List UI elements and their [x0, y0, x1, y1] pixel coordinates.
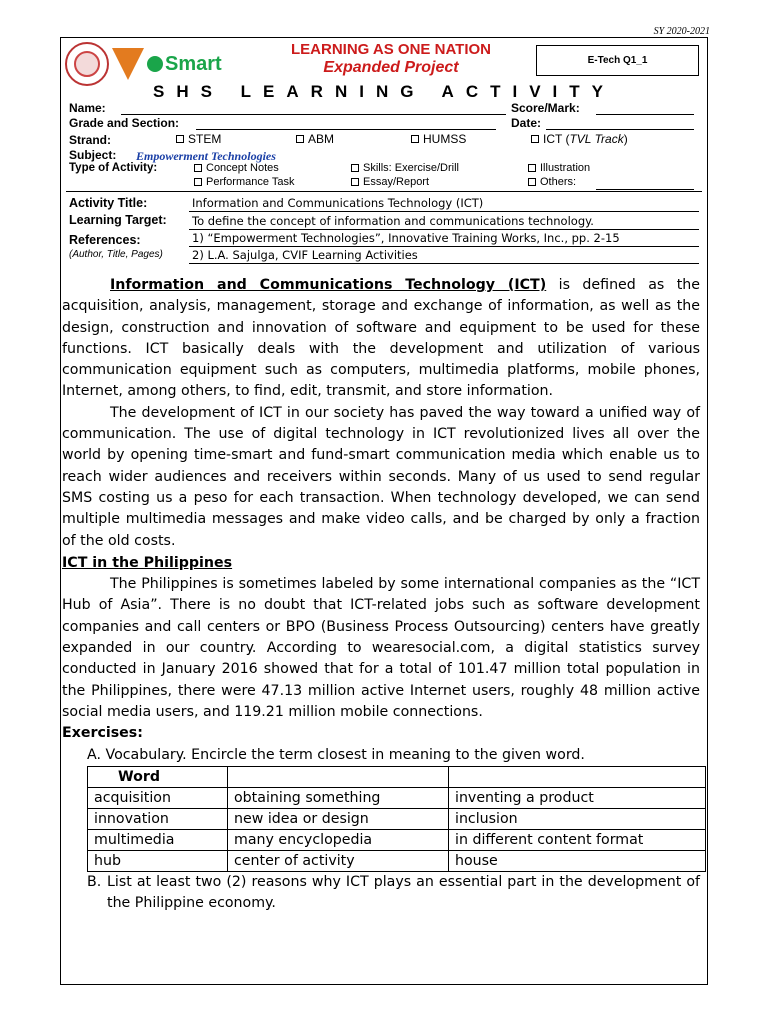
date-label: Date:	[511, 116, 542, 130]
table-cell-choice[interactable]: obtaining something	[228, 787, 449, 808]
references-label: References:	[69, 233, 141, 247]
program-subtitle: Expanded Project	[323, 59, 459, 76]
checkbox-icon	[194, 178, 202, 186]
score-label: Score/Mark:	[511, 101, 580, 115]
grade-section-label: Grade and Section:	[69, 116, 180, 130]
type-option-concept-notes[interactable]: Concept Notes	[194, 162, 279, 174]
learning-target-value: To define the concept of information and communications technology.	[192, 214, 594, 228]
table-row	[88, 808, 706, 829]
exercise-b	[62, 872, 700, 915]
reference-2: 2) L.A. Sajulga, CVIF Learning Activities	[192, 248, 418, 262]
module-code: E-Tech Q1_1	[536, 45, 699, 76]
ict-heading: Information and Communications Technology (ICT)	[110, 277, 547, 293]
strand-option-ict[interactable]: ICT (TVL Track)	[531, 132, 628, 146]
paragraph-ict-philippines: The Philippines is sometimes labeled by some international companies as the “ICT Hub of Asia”. There is no doubt that ICT-related jobs such as software development companies and call centers or BPO (Business Process Outsourcing) centers have greatly expanded in our country. According to wearesocial.com, a digital statistics survey conducted in January 2016 showed that for a total of 101.47 million total population in the Philippines, there were 47.13 million active Internet users, roughly 48 million active social media users, and 119.21 million mobile connections.	[62, 576, 700, 720]
smart-logo-text: Smart	[165, 52, 222, 75]
name-field[interactable]	[121, 114, 506, 115]
type-option-essay-report[interactable]: Essay/Report	[351, 176, 429, 188]
lesson-content	[62, 275, 700, 914]
reference-1-line	[189, 246, 699, 247]
type-option-others[interactable]: Others:	[528, 176, 576, 188]
checkbox-icon	[351, 164, 359, 172]
checkbox-icon	[531, 135, 539, 143]
type-option-skills[interactable]: Skills: Exercise/Drill	[351, 162, 459, 174]
checkbox-icon	[351, 178, 359, 186]
subject-label: Subject:	[69, 148, 117, 162]
strand-label: Strand:	[69, 133, 111, 147]
table-cell-choice[interactable]: inventing a product	[449, 787, 706, 808]
exercises-heading: Exercises:	[62, 725, 143, 742]
table-cell-choice[interactable]: center of activity	[228, 850, 449, 871]
name-label: Name:	[69, 101, 106, 115]
page-title: SHS LEARNING ACTIVITY	[153, 82, 615, 101]
learning-target-label: Learning Target:	[69, 213, 167, 227]
table-header-cell	[228, 766, 449, 787]
table-row	[88, 850, 706, 871]
checkbox-icon	[411, 135, 419, 143]
score-field[interactable]	[596, 114, 694, 115]
exercise-a-instructions: A. Vocabulary. Encircle the term closest in meaning to the given word.	[87, 746, 585, 763]
checkbox-icon	[296, 135, 304, 143]
exercise-b-marker: B.	[87, 873, 102, 890]
table-cell-choice[interactable]: many encyclopedia	[228, 829, 449, 850]
table-cell-choice[interactable]: house	[449, 850, 706, 871]
table-cell-word: innovation	[88, 808, 228, 829]
school-seal-logo	[65, 42, 109, 86]
table-cell-word: multimedia	[88, 829, 228, 850]
paragraph-ict-definition: Information and Communications Technology (ICT) is defined as the acquisition, analysis, management, storage and exchange of information, as well as the design, construction and innovation of software and equipment to be used for these functions. ICT basically deals with the development and utilization of various communication equipment such as computers, multimedia platforms, mobile phones, Internet, among others, to find, edit, transmit, and store information.	[62, 277, 700, 400]
vocabulary-table	[87, 766, 706, 872]
program-title: LEARNING AS ONE NATION	[290, 41, 491, 58]
table-cell-word: acquisition	[88, 787, 228, 808]
activity-type-label: Type of Activity:	[69, 162, 158, 174]
divider	[66, 191, 702, 192]
references-note: (Author, Title, Pages)	[69, 249, 163, 260]
checkbox-icon	[528, 178, 536, 186]
checkbox-icon	[176, 135, 184, 143]
smart-logo	[147, 53, 222, 76]
checkbox-icon	[528, 164, 536, 172]
table-row	[88, 829, 706, 850]
sheet-header	[61, 38, 707, 113]
section-heading: ICT in the Philippines	[62, 554, 233, 571]
activity-title-label: Activity Title:	[69, 196, 148, 210]
exercise-b-instructions: List at least two (2) reasons why ICT plays an essential part in the development of the Philippine economy.	[107, 873, 700, 912]
checkbox-icon	[194, 164, 202, 172]
learning-target-line	[189, 229, 699, 230]
table-cell-choice[interactable]: inclusion	[449, 808, 706, 829]
subject-value: Empowerment Technologies	[136, 149, 276, 163]
strand-option-stem[interactable]: STEM	[176, 132, 221, 146]
type-option-illustration[interactable]: Illustration	[528, 162, 590, 174]
activity-title-line	[189, 211, 699, 212]
date-field[interactable]	[546, 129, 694, 130]
deped-logo	[112, 48, 144, 80]
table-row	[88, 787, 706, 808]
grade-section-field[interactable]	[196, 129, 496, 130]
smart-mark-icon	[147, 56, 163, 72]
activity-title-value: Information and Communications Technology (ICT)	[192, 196, 484, 210]
table-cell-word: hub	[88, 850, 228, 871]
logo-group	[65, 42, 222, 86]
strand-option-humss[interactable]: HUMSS	[411, 132, 466, 146]
table-cell-choice[interactable]: in different content format	[449, 829, 706, 850]
table-header-row	[88, 766, 706, 787]
strand-option-abm[interactable]: ABM	[296, 132, 334, 146]
type-option-performance-task[interactable]: Performance Task	[194, 176, 294, 188]
table-header-cell	[449, 766, 706, 787]
reference-2-line	[189, 263, 699, 264]
others-field[interactable]	[596, 189, 694, 190]
school-year: SY 2020-2021	[653, 26, 710, 37]
table-header-cell: Word	[88, 766, 228, 787]
table-cell-choice[interactable]: new idea or design	[228, 808, 449, 829]
paragraph-ict-development: The development of ICT in our society has paved the way toward a unified way of communication. The use of digital technology in ICT revolutionized lives all over the world by opening time-smart and fund-smart communication media which enable us to reach wider audiences and receivers within seconds. Many of us used to send regular SMS costing us a peso for each transaction. When technology developed, we can send multiple multimedia messages and make video calls, and be charged by only a fraction of the old costs.	[62, 404, 700, 549]
reference-1: 1) “Empowerment Technologies”, Innovative Training Works, Inc., pp. 2-15	[192, 231, 620, 245]
